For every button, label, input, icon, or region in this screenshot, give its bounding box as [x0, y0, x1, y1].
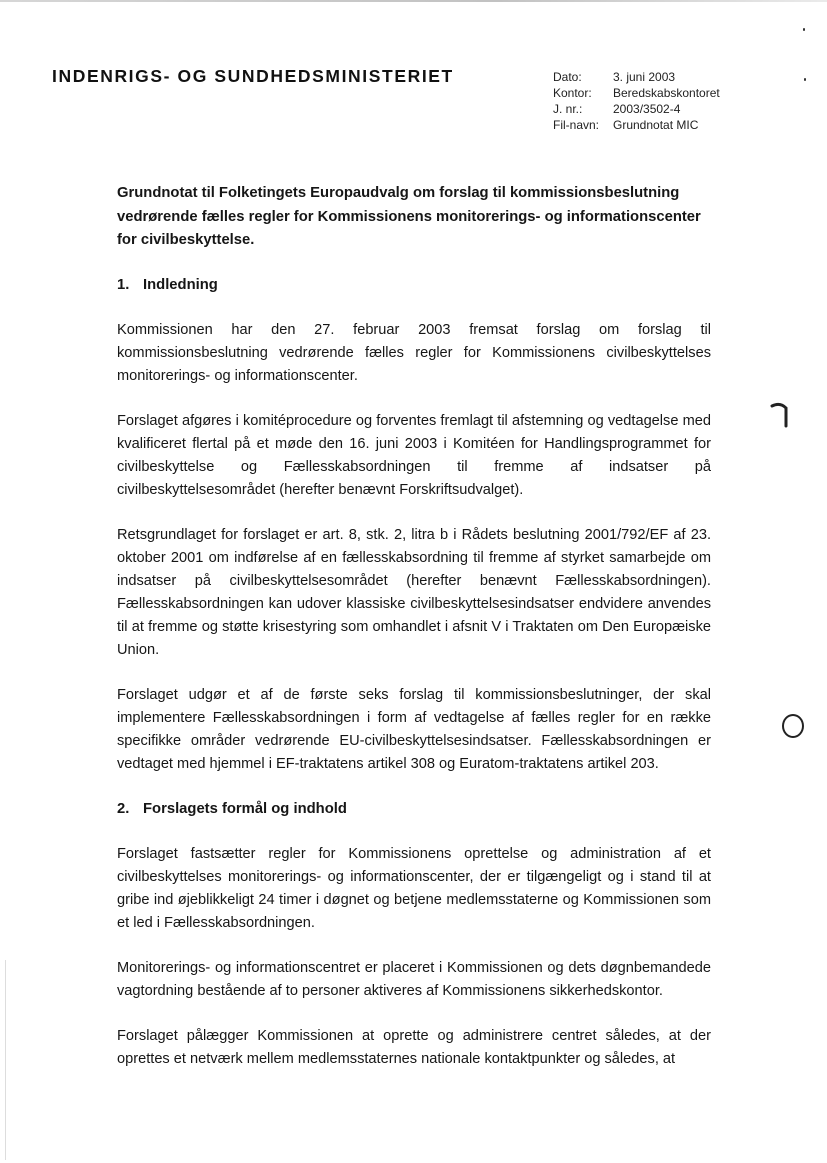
paragraph: Forslaget udgør et af de første seks forslag til kommissionsbeslutninger, der skal implementere Fællesskabsordningen i form af vedtagelse af fælles regler for en række specifikke områder vedrørende EU-civilbeskyttelsesindsatser. Fællesskabsordningen er vedtaget med hjemmel i EF-traktatens artikel 308 og Euratom-traktatens artikel 203. [117, 686, 711, 772]
document-meta [553, 69, 720, 133]
scan-margin-line [5, 960, 6, 1160]
meta-row-office [553, 85, 720, 101]
section-heading-1 [117, 274, 711, 297]
meta-value: Grundnotat MIC [613, 118, 699, 132]
paragraph: Kommissionen har den 27. februar 2003 fremsat forslag om forslag til kommissionsbeslutning vedrørende fælles regler for Kommissionens civilbeskyttelses monitorerings- og informationscenter. [117, 321, 711, 384]
section-title: Forslagets formål og indhold [143, 800, 347, 817]
meta-row-date [553, 69, 720, 85]
meta-key: J. nr.: [553, 102, 583, 116]
paragraph: Monitorerings- og informationscentret er placeret i Kommissionen og dets døgnbemandede vagtordning bestående af to personer aktiveres af Kommissionens sikkerhedskontor. [117, 959, 711, 999]
document-title: Grundnotat til Folketingets Europaudvalg om forslag til kommissionsbeslutning vedrørende fælles regler for Kommissionens monitorerings- og informationscenter for civilbeskyttelse. [117, 185, 701, 248]
meta-row-filename [553, 117, 720, 133]
section-heading-2 [117, 798, 711, 821]
section-number: 1. [117, 276, 130, 293]
meta-key: Fil-navn: [553, 118, 600, 132]
meta-key: Dato: [553, 70, 582, 84]
meta-value: 3. juni 2003 [613, 70, 676, 84]
scan-speck [804, 78, 806, 81]
paragraph: Forslaget pålægger Kommissionen at oprette og administrere centret således, at der oprettes et netværk mellem medlemsstaternes nationale kontaktpunkter og således, at [117, 1027, 711, 1067]
meta-value: 2003/3502-4 [613, 102, 681, 116]
scan-speck [803, 28, 805, 31]
binder-clip-mark-icon [770, 402, 790, 428]
document-body [117, 182, 711, 1093]
meta-row-journal-number [553, 101, 720, 117]
scan-top-edge [0, 0, 827, 2]
meta-value: Beredskabskontoret [613, 86, 720, 100]
section-title: Indledning [143, 276, 218, 293]
paragraph: Forslaget afgøres i komitéprocedure og forventes fremlagt til afstemning og vedtagelse med kvalificeret flertal på et møde den 16. juni 2003 i Komitéen for Handlingsprogrammet for civilbeskyttelse og Fællesskabsordningen til fremme af indsatser på civilbeskyttelsesområdet (herefter benævnt Forskriftsudvalget). [117, 412, 711, 498]
section-number: 2. [117, 800, 130, 817]
ministry-name: INDENRIGS- OG SUNDHEDSMINISTERIET [52, 66, 454, 86]
paragraph: Forslaget fastsætter regler for Kommissionens oprettelse og administration af et civilbeskyttelses monitorerings- og informationscenter, der er tilgængeligt og i stand til at gribe ind øjeblikkeligt 24 timer i døgnet og betjene medlemsstaterne og Kommissionen som et led i Fællesskabsordningen. [117, 845, 711, 931]
punch-hole-icon [782, 714, 804, 738]
meta-key: Kontor: [553, 86, 592, 100]
paragraph: Retsgrundlaget for forslaget er art. 8, stk. 2, litra b i Rådets beslutning 2001/792/EF af 23. oktober 2001 om indførelse af en fællesskabsordning til fremme af styrket samarbejde om indsatser på civilbeskyttelsesområdet (herefter benævnt Fællesskabsordningen). Fællesskabsordningen kan udover klassiske civilbeskyttelsesindsatser endvidere anvendes til at fremme og støtte krisestyring som omhandlet i afsnit V i Traktaten om Den Europæiske Union. [117, 526, 711, 658]
